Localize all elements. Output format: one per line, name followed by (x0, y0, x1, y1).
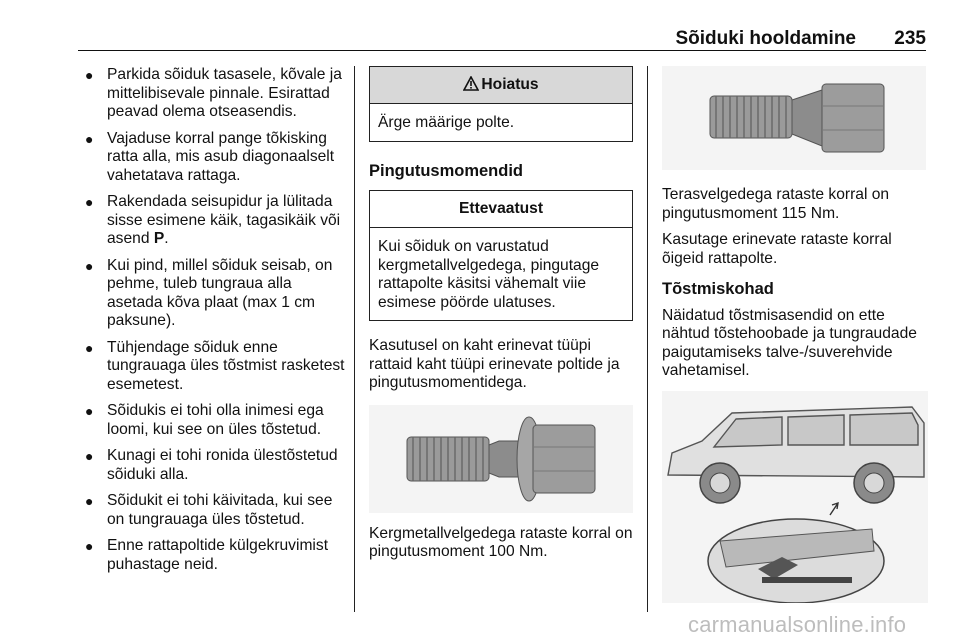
lifting-points-text: Näidatud tõstmisasendid on ette nähtud tõstehoobade ja tungraudade paigutamiseks talve-/suverehvide vahetamisel. (662, 306, 917, 379)
steel-torque-caption: Terasvelgedega rataste korral on pingutusmoment 115 Nm. (662, 186, 890, 222)
list-item: ● Tühjendage sõiduk enne tungrauaga üles tõstmist rasketest esemetest. (85, 338, 345, 393)
alloy-torque-caption: Kergmetallvelgedega rataste korral on pingutusmoment 100 Nm. (369, 524, 633, 560)
bullet-icon: ● (85, 130, 94, 147)
lifting-points-heading: Tõstmiskohad (662, 280, 774, 298)
column-left (83, 66, 345, 582)
column-divider-1 (354, 66, 355, 612)
bolt-mixing-note: Kasutage erinevate rataste korral õigeid rattapolte. (662, 231, 892, 267)
gear-position-p: P (153, 230, 165, 247)
list-item: ● Enne rattapoltide külgekruvimist puhastage neid. (85, 537, 329, 573)
list-item: ● Parkida sõiduk tasasele, kõvale ja mittelibisevale pinnale. Esirattad peavad olema otseasendis. (85, 66, 342, 120)
bullet-icon: ● (85, 339, 94, 356)
bullet-icon: ● (85, 493, 94, 509)
list-item: ● Sõidukis ei tohi olla inimesi ega loomi, kui see on üles tõstetud. (85, 402, 324, 438)
bolt-thread (407, 437, 489, 481)
watermark: carmanualsonline.info (688, 612, 907, 637)
list-item: ● Kui pind, millel sõiduk seisab, on pehme, tuleb tungraua alla asetada kõva plaat (max 1 cm paksune). (85, 256, 333, 329)
warning-box (369, 66, 633, 142)
column-middle (369, 66, 633, 562)
page-number: 235 (894, 28, 926, 49)
page-header (78, 28, 926, 51)
column-right (662, 66, 928, 603)
bullet-icon: ● (85, 257, 94, 274)
torque-heading: Pingutusmomendid (369, 161, 523, 180)
caution-box (369, 190, 633, 321)
bullet-icon: ● (85, 448, 94, 464)
bullet-icon: ● (85, 67, 94, 83)
list-item: ● Kunagi ei tohi ronida ülestõstetud sõiduki alla. (85, 447, 338, 483)
warning-title: Hoiatus (481, 76, 539, 93)
list-item: ● Vajaduse korral pange tõkisking ratta alla, mis asub diagonaalselt vahetatava rattaga. (85, 129, 335, 184)
bullet-icon: ● (85, 194, 94, 210)
caution-text: Kui sõiduk on varustatud kergmetallvelgedega, pingutage rattapolte käsitsi vähemalt viie esimese pöörde ulatuses. (378, 238, 600, 311)
bullet-icon: ● (85, 538, 94, 554)
warning-triangle-icon (463, 69, 479, 105)
section-title: Sõiduki hooldamine (675, 28, 856, 49)
list-item: ● Sõidukit ei tohi käivitada, kui see on tungrauaga üles tõstetud. (85, 492, 333, 528)
lifting-points-figure (662, 391, 928, 603)
list-item: ● Rakendada seisupidur ja lülitada sisse esimene käik, tagasikäik või asend P. (85, 193, 341, 247)
alloy-wheel-bolt-figure (369, 405, 633, 513)
warning-text: Ärge määrige polte. (378, 114, 515, 131)
safety-bullet-list (83, 66, 345, 574)
caution-box-header: Ettevaatust (370, 191, 632, 228)
wheel-types-paragraph: Kasutusel on kaht erinevat tüüpi rattaid kaht tüüpi erinevate poltide ja pingutusmomentidega. (369, 337, 620, 391)
warning-box-header (370, 67, 632, 104)
bullet-icon: ● (85, 403, 94, 419)
column-divider-2 (647, 66, 648, 612)
steel-wheel-bolt-figure (662, 66, 926, 170)
